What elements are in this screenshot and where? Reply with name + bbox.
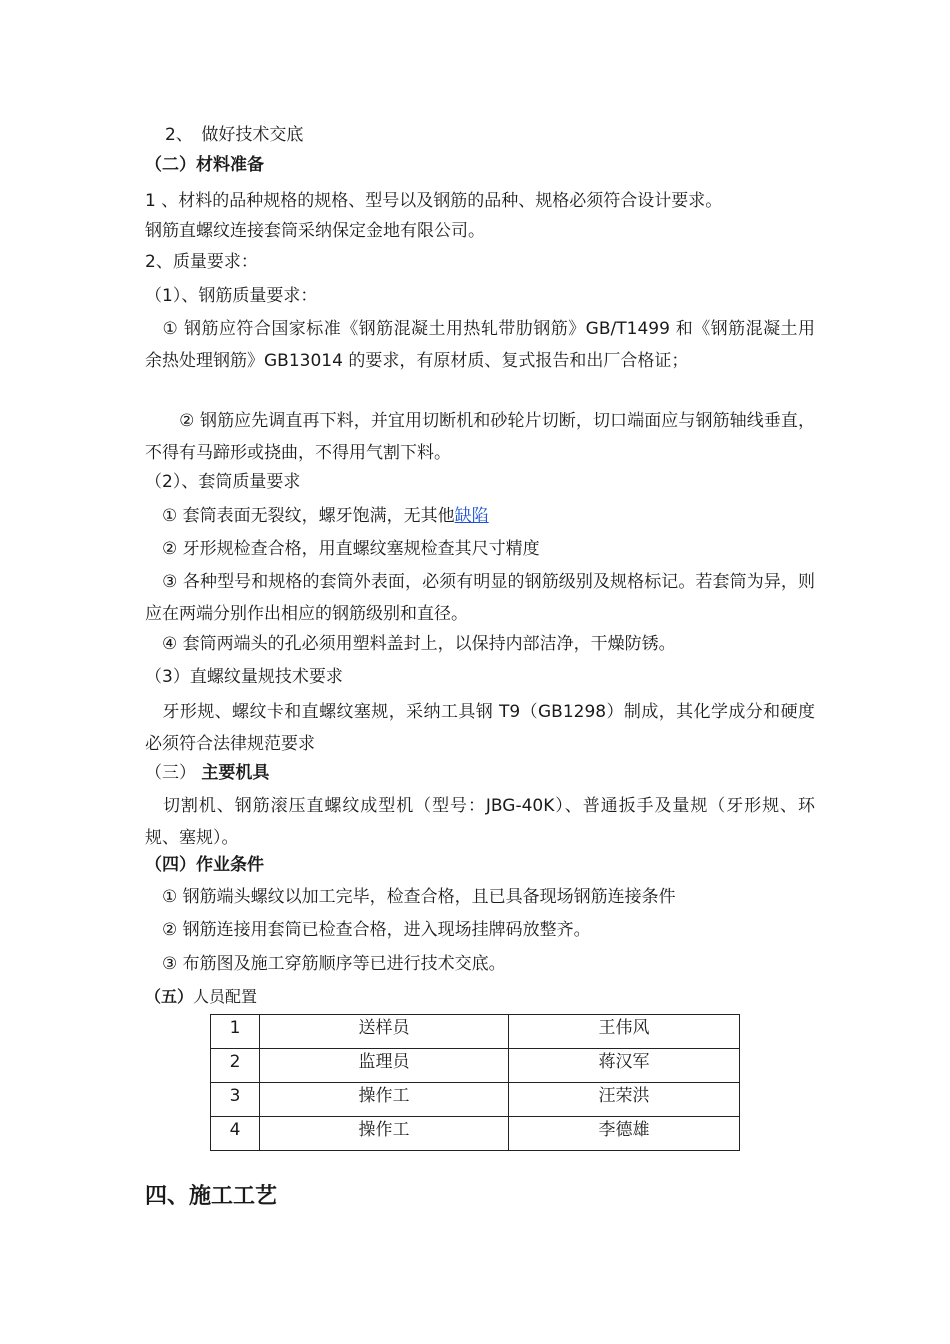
material-spec-line-1: 1 、材料的品种规格的规格、型号以及钢筋的品种、规格必须符合设计要求。 xyxy=(145,191,723,211)
sleeve-quality-item-3: ③ 各种型号和规格的套筒外表面，必须有明显的钢筋级别及规格标记。若套筒为异，则应在两端分别作出相应的钢筋级别和直径。 xyxy=(145,572,815,624)
section-2-title: （二）材料准备 xyxy=(145,155,264,175)
section-5-title: 人员配置 xyxy=(193,987,258,1006)
work-condition-item-3: ③ 布筋图及施工穿筋顺序等已进行技术交底。 xyxy=(145,954,506,974)
staff-no: 1 xyxy=(211,1015,260,1049)
rebar-quality-title: （1）、钢筋质量要求： xyxy=(145,286,318,306)
quality-requirements-label: 2、质量要求： xyxy=(145,252,258,272)
sleeve-quality-item-4: ④ 套筒两端头的孔必须用塑料盖封上，以保持内部洁净，干燥防锈。 xyxy=(145,634,676,654)
main-equipment-text: 切割机、钢筋滚压直螺纹成型机（型号：JBG-40K）、普通扳手及量规（牙形规、环规、塞规）。 xyxy=(145,796,815,848)
staff-role: 操作工 xyxy=(260,1083,509,1117)
sleeve-quality-item-1 xyxy=(145,500,815,532)
staff-no: 2 xyxy=(211,1049,260,1083)
staff-name: 王伟风 xyxy=(509,1015,740,1049)
rebar-quality-item-2: ② 钢筋应先调直再下料，并宜用切断机和砂轮片切断，切口端面应与钢筋轴线垂直，不得有马蹄形或挠曲，不得用气割下料。 xyxy=(145,411,815,463)
table-row xyxy=(211,1049,740,1083)
thread-gauge-text: 牙形规、螺纹卡和直螺纹塞规，采纳工具钢 T9（GB1298）制成，其化学成分和硬度必须符合法律规范要求 xyxy=(145,702,815,754)
table-row xyxy=(211,1015,740,1049)
rebar-quality-item-1: ① 钢筋应符合国家标准《钢筋混凝土用热轧带肋钢筋》GB/T1499 和《钢筋混凝土用余热处理钢筋》GB13014 的要求，有原材质、复式报告和出厂合格证； xyxy=(145,319,815,371)
section-5-heading xyxy=(145,981,815,1013)
thread-gauge-title: （3）直螺纹量规技术要求 xyxy=(145,667,343,687)
staff-no: 3 xyxy=(211,1083,260,1117)
sleeve-quality-title: （2）、套筒质量要求 xyxy=(145,472,301,492)
staff-name: 汪荣洪 xyxy=(509,1083,740,1117)
staff-role: 操作工 xyxy=(260,1117,509,1151)
staff-role: 监理员 xyxy=(260,1049,509,1083)
section-5-prefix: （五） xyxy=(145,987,194,1006)
section-3-title: 主要机具 xyxy=(201,763,270,783)
defect-link[interactable]: 缺陷 xyxy=(454,506,489,526)
staff-no: 4 xyxy=(211,1117,260,1151)
section-3-prefix: （三） xyxy=(145,763,196,783)
staff-table xyxy=(210,1014,740,1151)
sleeve-quality-item-1-text: ① 套筒表面无裂纹，螺牙饱满，无其他 xyxy=(145,506,455,526)
staff-role: 送样员 xyxy=(260,1015,509,1049)
work-condition-item-2: ② 钢筋连接用套筒已检查合格，进入现场挂牌码放整齐。 xyxy=(145,920,591,940)
sleeve-quality-item-2: ② 牙形规检查合格，用直螺纹塞规检查其尺寸精度 xyxy=(145,539,540,559)
table-row xyxy=(211,1117,740,1151)
section-4-title: （四）作业条件 xyxy=(145,855,264,875)
item-2-tech-briefing: 2、 做好技术交底 xyxy=(165,125,304,145)
staff-name: 李德雄 xyxy=(509,1117,740,1151)
chapter-4-title: 四、施工工艺 xyxy=(145,1184,278,1209)
work-condition-item-1: ① 钢筋端头螺纹以加工完毕，检查合格，且已具备现场钢筋连接条件 xyxy=(145,887,676,907)
table-row xyxy=(211,1083,740,1117)
material-spec-line-2: 钢筋直螺纹连接套筒采纳保定金地有限公司。 xyxy=(145,221,485,241)
section-3-heading xyxy=(145,757,815,789)
staff-name: 蒋汉军 xyxy=(509,1049,740,1083)
